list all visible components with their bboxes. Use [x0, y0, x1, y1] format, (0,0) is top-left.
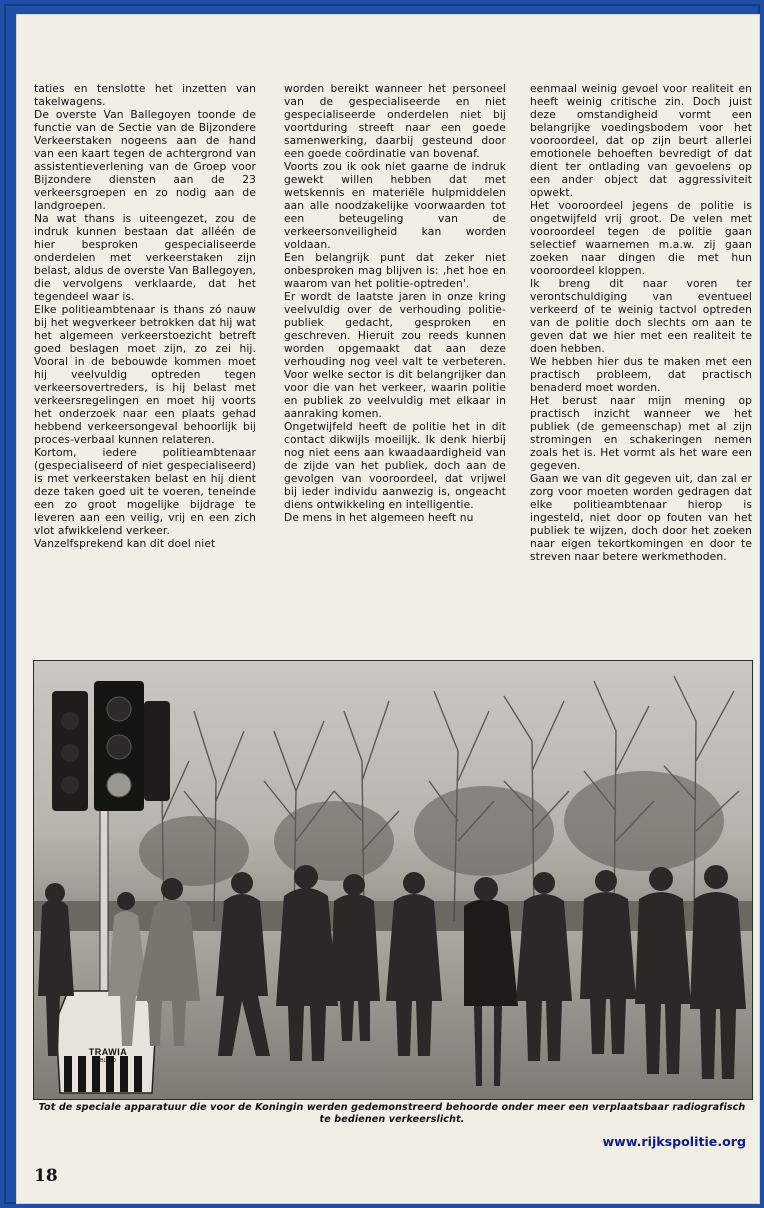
paragraph: taties en tenslotte het inzetten van takelwagens. — [34, 82, 256, 108]
paragraph: Het vooroordeel jegens de politie is ongetwijfeld vrij groot. De velen met vooroordeel tegen de politie gaan selectief waarnemen m.a.w. zij gaan zoeken naar dingen die met hun vooroordeel kloppen. — [530, 199, 752, 277]
paragraph: eenmaal weinig gevoel voor realiteit en heeft weinig critische zin. Doch juist deze omstandigheid vormt een belangrijke voedingsbodem voor het vooroordeel, dat op zijn beurt allerlei emotionele behoeften bevredigt of dat dient ter ontlading van gevoelens op een ander object dat aggressiviteit opwekt. — [530, 82, 752, 199]
people-and-traffic-light-illustration — [34, 661, 752, 1099]
paragraph: Een belangrijk punt dat zeker niet onbesproken mag blijven is: ‚het hoe en waarom van het politie-optreden'. — [284, 251, 506, 290]
photograph-traffic-light-demonstration — [33, 660, 753, 1100]
paragraph: We hebben hier dus te maken met een practisch probleem, dat practisch benaderd moet worden. — [530, 355, 752, 394]
paragraph: worden bereikt wanneer het personeel van de gespecialiseerde en niet gespecialiseerde onderdelen niet bij voortduring streeft naar een goede samenwerking, daarbij gesteund door een goede coördinatie van bovenaf. — [284, 82, 506, 160]
paragraph: Ik breng dit naar voren ter verontschuldiging van eventueel verkeerd of te weinig tactvol optreden van de politie doch slechts om aan te geven dat we hier met een realiteit te doen hebben. — [530, 277, 752, 355]
paragraph: Er wordt de laatste jaren in onze kring veelvuldig over de verhouding politie-publiek gedacht, gesproken en geschreven. Hieruit zou reeds kunnen worden opgemaakt dat aan deze verhouding nog veel valt te verbeteren. Voor welke sector is dit belangrijker dan voor die van het verkeer, waarin politie en publiek zo veelvuldig met elkaar in aanraking komen. — [284, 290, 506, 420]
paragraph: Vanzelfsprekend kan dit doel niet — [34, 537, 216, 550]
paragraph: Ongetwijfeld heeft de politie het in dit contact dikwijls moeilijk. Ik denk hierbij nog niet eens aan kwaadaardigheid van de zijde van het publiek, doch aan de gevolgen van vooroordeel, dat vrijwel bij ieder individu aanwezig is, ongeacht diens ontwikkeling en intelligentie. — [284, 420, 506, 511]
website-url: www.rijkspolitie.org — [602, 1134, 746, 1149]
paragraph: Gaan we van dit gegeven uit, dan zal er zorg voor moeten worden gedragen dat elke politieambtenaar hierop is ingesteld, niet door op fouten van het publiek te wijzen, doch door het zoeken naar eigen tekortkomingen en door te streven naar betere werkmethoden. — [530, 472, 752, 563]
text-column-1 — [34, 82, 256, 550]
sign-sublabel: BL 440 — [100, 1058, 116, 1064]
paragraph: Na wat thans is uiteengezet, zou de indruk kunnen bestaan dat alléén de hier besproken gespecialiseerde onderdelen met verkeerstaken zijn belast, aldus de overste Van Ballegoyen, die vervolgens verklaarde, dat het tegendeel waar is. — [34, 212, 256, 303]
sign-label: TRAWIA — [88, 1047, 128, 1057]
traffic-light-icon — [52, 681, 170, 811]
text-column-2 — [284, 82, 506, 524]
paragraph: Kortom, iedere politieambtenaar (gespecialiseerd of niet gespecialiseerd) is met verkeerstaken belast en hij dient deze taken goed uit te voeren, teneinde een zo groot mogelijke bijdrage te leveren aan een veilig, vrij en een zich vlot afwikkelend verkeer. — [34, 446, 256, 537]
photo-caption: Tot de speciale apparatuur die voor de Koningin werden gedemonstreerd behoorde onder meer een verplaatsbaar radiografisch te bedienen verkeerslicht. — [38, 1102, 746, 1125]
magazine-page — [16, 14, 760, 1204]
traffic-light-sign — [78, 1047, 138, 1064]
paragraph: Het berust naar mijn mening op practisch inzicht wanneer we het publiek (de gemeenschap) met al zijn stromingen en schakeringen nemen zoals het is. Het vormt als het ware een gegeven. — [530, 394, 752, 472]
paragraph: De mens in het algemeen heeft nu — [284, 511, 474, 524]
page-number: 18 — [34, 1166, 58, 1186]
blue-border-frame — [4, 4, 760, 1204]
paragraph: Elke politieambtenaar is thans zó nauw bij het wegverkeer betrokken dat hij wat het algemeen verkeerstoezicht betreft goed beslagen moet zijn, zo zei hij. Vooral in de bebouwde kommen moet hij veelvuldig optreden tegen verkeersovertreders, is hij belast met verkeersregelingen en moet hij voorts het onderzoek naar een plaats gehad hebbend verkeersongeval behoorlijk bij proces-verbaal kunnen relateren. — [34, 303, 256, 446]
text-column-3 — [530, 82, 752, 563]
paragraph: De overste Van Ballegoyen toonde de functie van de Sectie van de Bijzondere Verkeerstaken nogeens aan de hand van een kaart tegen de achtergrond van assistentieverlening van de Groep voor Bijzondere diensten aan de 23 verkeersgroepen en zo nodig aan de landgroepen. — [34, 108, 256, 212]
paragraph: Voorts zou ik ook niet gaarne de indruk gewekt willen hebben dat met wetskennis en materiële hulpmiddelen aan alle noodzakelijke voorwaarden tot een beteugeling van de verkeersonveiligheid kan worden voldaan. — [284, 160, 506, 251]
